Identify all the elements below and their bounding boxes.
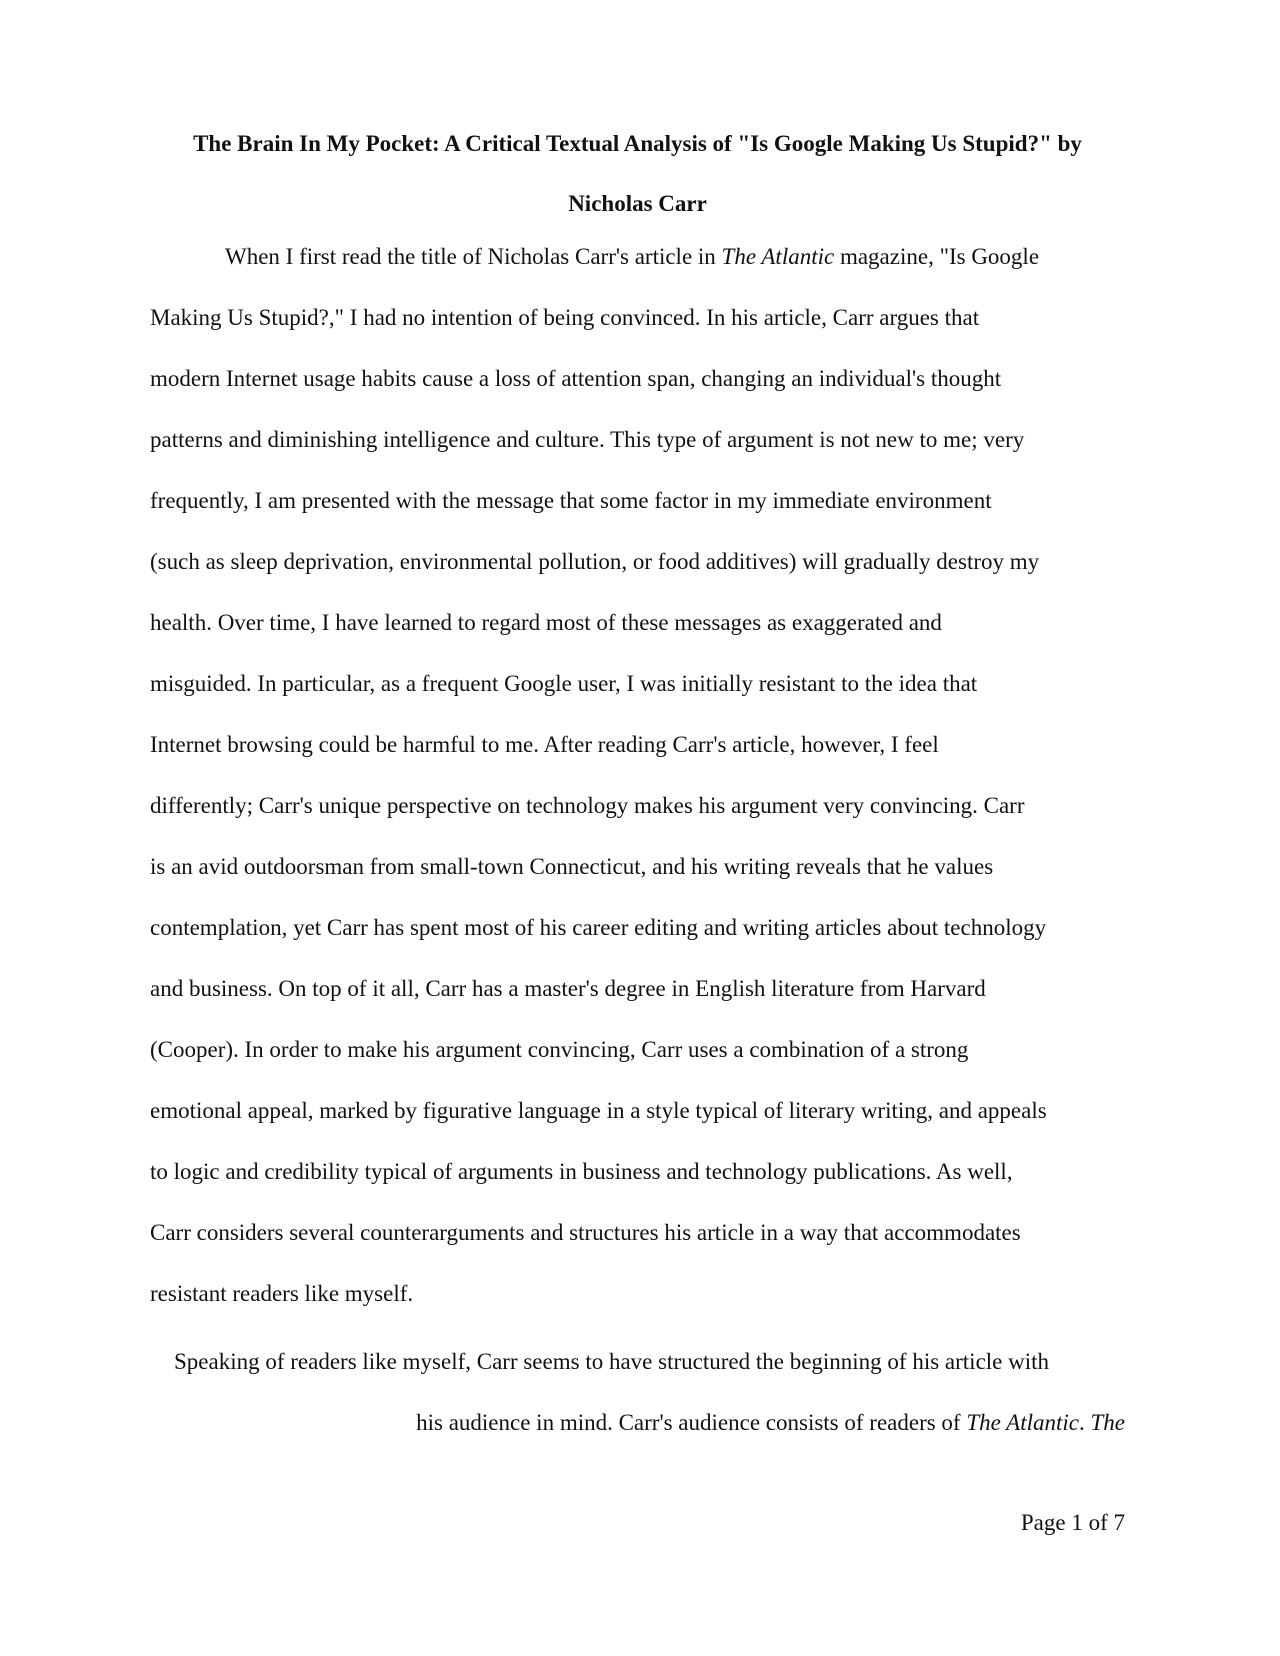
paragraph-line: and business. On top of it all, Carr has a master's degree in English literature from Harvard bbox=[150, 976, 986, 1001]
text-run: . bbox=[1079, 1410, 1091, 1435]
paragraph-line: resistant readers like myself. bbox=[150, 1281, 414, 1306]
title-line-2: Nicholas Carr bbox=[568, 191, 707, 216]
italic-title: The Atlantic bbox=[966, 1410, 1079, 1435]
text-run: his audience in mind. Carr's audience consists of readers of bbox=[416, 1410, 967, 1435]
paragraph-line: Making Us Stupid?," I had no intention of being convinced. In his article, Carr argues that bbox=[150, 305, 980, 330]
paragraph-line: to logic and credibility typical of arguments in business and technology publications. As well, bbox=[150, 1159, 1013, 1184]
paragraph-line: Carr considers several counterarguments and structures his article in a way that accommodates bbox=[150, 1220, 1021, 1245]
paragraph-line: Speaking of readers like myself, Carr seems to have structured the beginning of his article with bbox=[174, 1349, 1050, 1374]
document-title bbox=[150, 114, 1125, 234]
paragraph-line: misguided. In particular, as a frequent Google user, I was initially resistant to the idea that bbox=[150, 671, 978, 696]
paragraph-line: (Cooper). In order to make his argument convincing, Carr uses a combination of a strong bbox=[150, 1037, 969, 1062]
paragraph-line bbox=[150, 226, 1125, 287]
text-run: When I first read the title of Nicholas Carr's article in bbox=[225, 244, 722, 269]
paragraph-line: Internet browsing could be harmful to me. After reading Carr's article, however, I feel bbox=[150, 732, 939, 757]
italic-title: The Atlantic bbox=[721, 244, 835, 269]
paragraph-line: modern Internet usage habits cause a loss of attention span, changing an individual's thought bbox=[150, 366, 1002, 391]
italic-title: The bbox=[1090, 1410, 1125, 1435]
paragraph-line: (such as sleep deprivation, environmental pollution, or food additives) will gradually destroy my bbox=[150, 549, 1040, 574]
paragraph-line: health. Over time, I have learned to regard most of these messages as exaggerated and bbox=[150, 610, 942, 635]
paragraph-2 bbox=[150, 1331, 1125, 1453]
text-run: magazine, "Is Google bbox=[834, 244, 1040, 269]
title-line-1: The Brain In My Pocket: A Critical Textual Analysis of "Is Google Making Us Stupid?" by bbox=[193, 131, 1082, 156]
paragraph-line bbox=[150, 1392, 1125, 1453]
paragraph-1 bbox=[150, 226, 1125, 1324]
paragraph-line: frequently, I am presented with the message that some factor in my immediate environment bbox=[150, 488, 992, 513]
paragraph-line: patterns and diminishing intelligence and culture. This type of argument is not new to me; very bbox=[150, 427, 1025, 452]
paragraph-line: emotional appeal, marked by figurative language in a style typical of literary writing, and appeals bbox=[150, 1098, 1047, 1123]
page-number: Page 1 of 7 bbox=[1020, 1510, 1125, 1535]
paragraph-line: differently; Carr's unique perspective on technology makes his argument very convincing. Carr bbox=[150, 793, 1025, 818]
paragraph-line: is an avid outdoorsman from small-town Connecticut, and his writing reveals that he values bbox=[150, 854, 994, 879]
paragraph-line: contemplation, yet Carr has spent most of his career editing and writing articles about technology bbox=[150, 915, 1047, 940]
